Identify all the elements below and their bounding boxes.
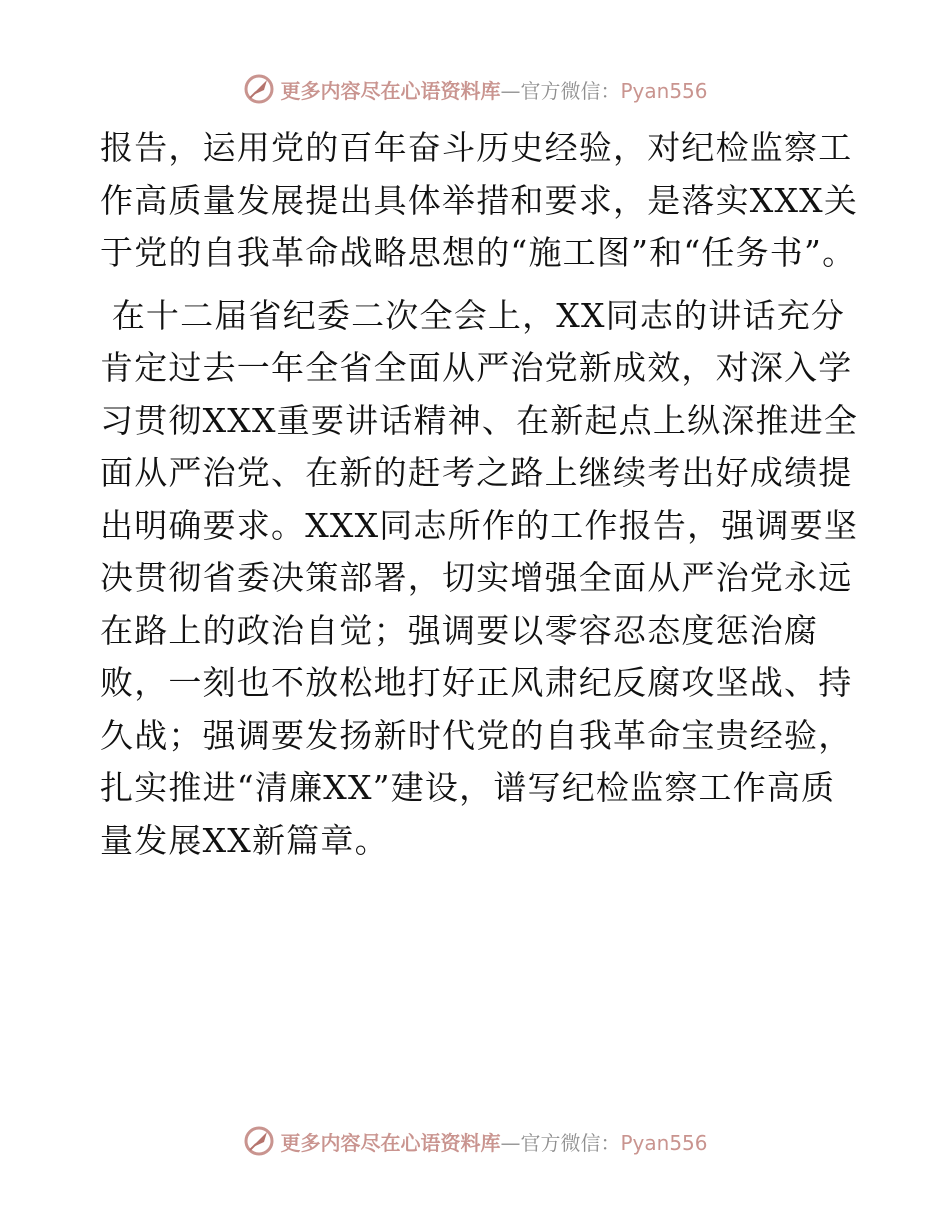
watermark-brand: 更多内容尽在心语资料库 bbox=[280, 1130, 501, 1155]
watermark-dash: — bbox=[500, 1130, 521, 1155]
quill-circle-icon bbox=[242, 72, 276, 106]
paragraph-2: 在十二届省纪委二次全会上，XX同志的讲话充分肯定过去一年全省全面从严治党新成效，对深入学习贯彻XXX重要讲话精神、在新起点上纵深推进全面从严治党、在新的赶考之路上继续考出好成绩提出明确要求。XXX同志所作的工作报告，强调要坚决贯彻省委决策部署，切实增强全面从严治党永远在路上的政治自觉；强调要以零容忍态度惩治腐败，一刻也不放松地打好正风肃纪反腐攻坚战、持久战；强调要发扬新时代党的自我革命宝贵经验，扎实推进“清廉XX”建设，谱写纪检监察工作高质量发展XX新篇章。 bbox=[100, 295, 859, 860]
paragraph-1: 报告，运用党的百年奋斗历史经验，对纪检监察工作高质量发展提出具体举措和要求，是落实XXX关于党的自我革命战略思想的“施工图”和“任务书”。 bbox=[100, 128, 859, 272]
watermark-dash: — bbox=[500, 78, 521, 103]
footer-watermark bbox=[0, 1124, 950, 1158]
watermark-text bbox=[280, 75, 707, 104]
watermark-id: Pyan556 bbox=[620, 1130, 708, 1155]
watermark-label: 官方微信： bbox=[520, 1130, 621, 1155]
watermark-brand: 更多内容尽在心语资料库 bbox=[280, 78, 501, 103]
document-body bbox=[100, 122, 860, 867]
watermark-text bbox=[280, 1127, 707, 1156]
header-watermark bbox=[0, 72, 950, 106]
quill-circle-icon bbox=[242, 1124, 276, 1158]
watermark-id: Pyan556 bbox=[620, 78, 708, 103]
watermark-label: 官方微信： bbox=[520, 78, 621, 103]
